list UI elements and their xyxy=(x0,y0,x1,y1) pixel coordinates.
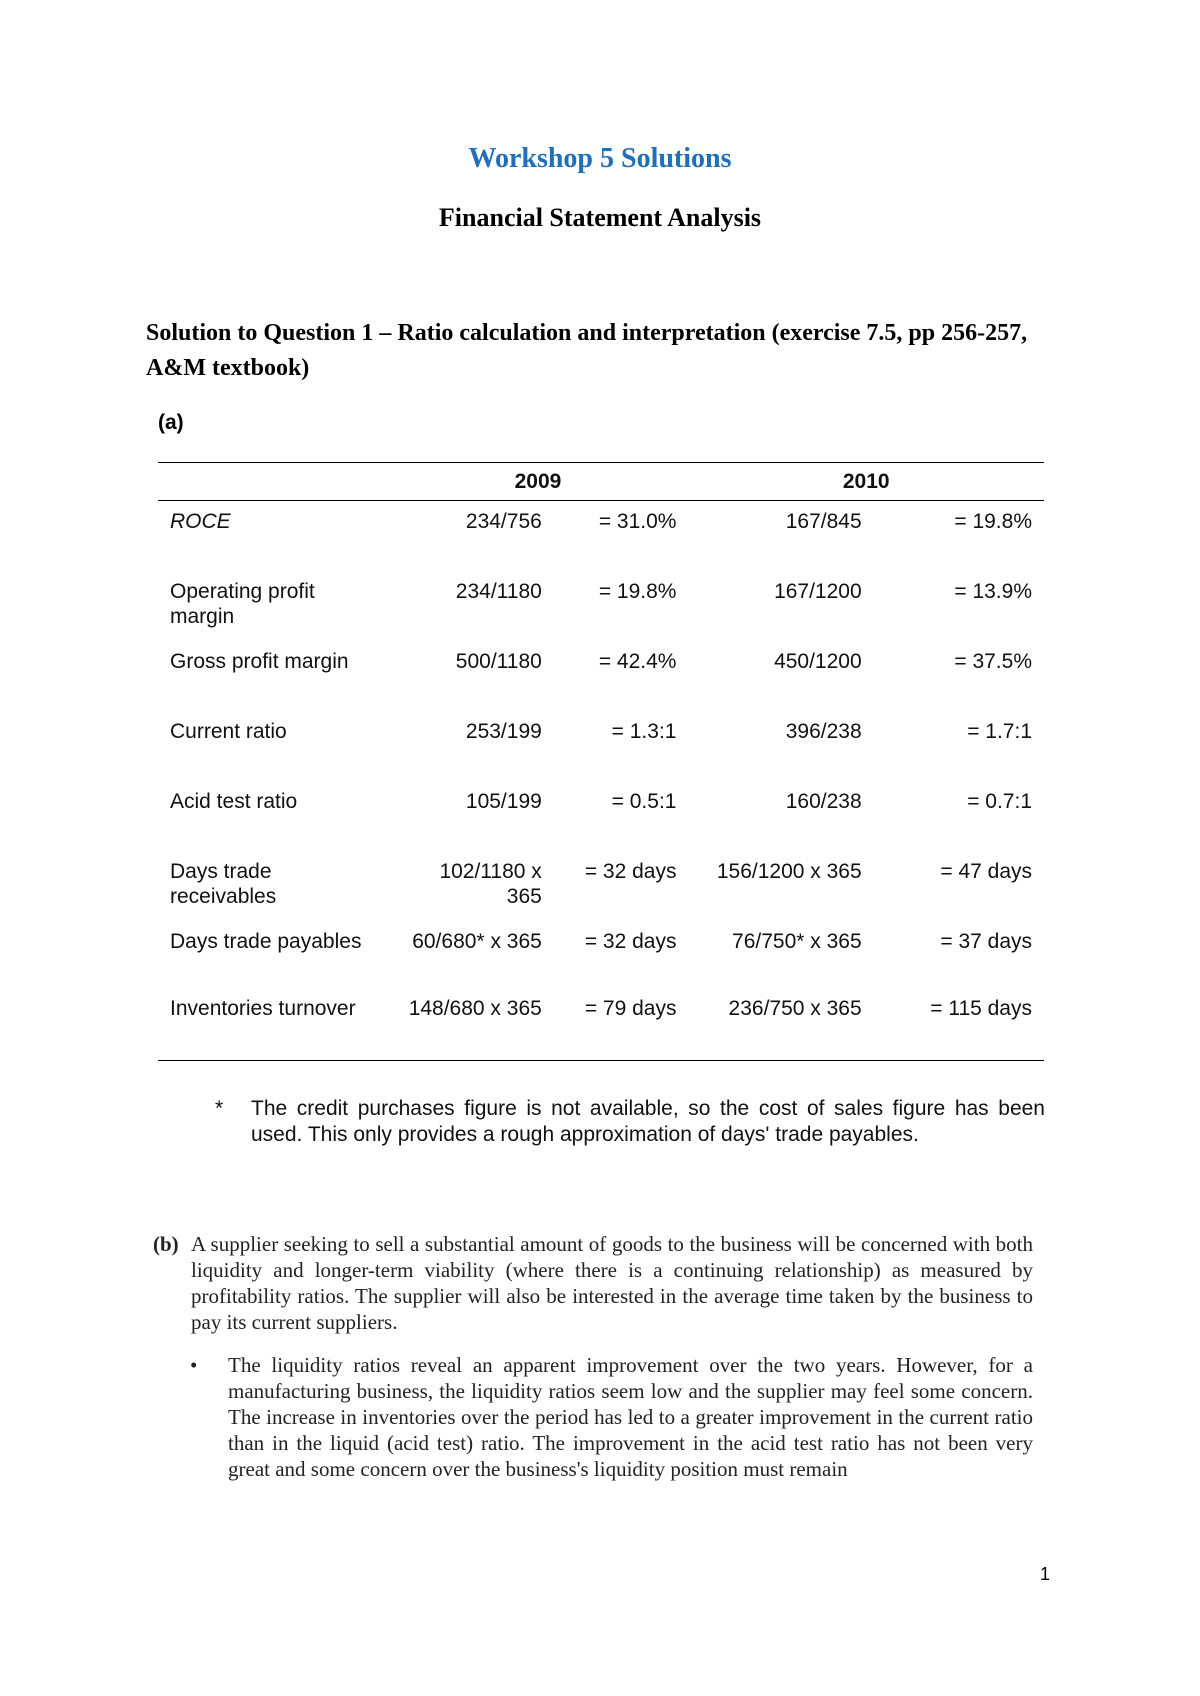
part-b-paragraph xyxy=(153,1231,1033,1335)
header-2009: 2009 xyxy=(388,463,689,501)
row-label: Days trade payables xyxy=(170,929,362,953)
bullet-text: The liquidity ratios reveal an apparent improvement over the two years. However, for a manufacturing business, the liquidity ratios seem low and the supplier may feel some concern. The increase in inventories over the period has led to a greater improvement in the current ratio than in the liquid (acid test) ratio. The improvement in the acid test ratio has not been very great and some concern over the business's liquidity position must remain xyxy=(228,1353,1033,1481)
part-a-label: (a) xyxy=(158,411,184,434)
table-row xyxy=(158,921,1044,991)
result-2010: = 115 days xyxy=(874,991,1044,1061)
header-blank xyxy=(158,463,388,501)
table-row xyxy=(158,781,1044,851)
result-2009: = 19.8% xyxy=(598,579,677,603)
document-title: Workshop 5 Solutions xyxy=(468,143,732,174)
footnote xyxy=(215,1096,1045,1148)
calc-2009: 60/680* x 365 xyxy=(412,929,542,953)
result-2009: = 31.0% xyxy=(598,510,677,533)
question-heading: Solution to Question 1 – Ratio calculation and interpretation (exercise 7.5, pp 256-257, A&M textbook) xyxy=(146,320,1028,381)
calc-2010: 396/238 xyxy=(785,719,862,743)
row-label: Days trade receivables xyxy=(170,859,277,908)
calc-2009: 234/1180 xyxy=(455,579,542,603)
table-row xyxy=(158,991,1044,1061)
calc-2010: 76/750* x 365 xyxy=(732,929,862,953)
result-2009: = 32 days xyxy=(584,859,677,883)
footnote-marker: * xyxy=(215,1097,224,1120)
result-2009: = 1.3:1 xyxy=(611,719,677,743)
calc-2010: 167/845 xyxy=(785,510,862,533)
document-subtitle: Financial Statement Analysis xyxy=(438,203,762,232)
result-2010: = 0.7:1 xyxy=(967,789,1032,813)
calc-2010: 450/1200 xyxy=(774,649,862,673)
calc-2010: 160/238 xyxy=(785,789,862,813)
calc-2009: 500/1180 xyxy=(455,649,542,673)
calc-2009: 148/680 x 365 xyxy=(388,991,554,1061)
bullet-marker: • xyxy=(190,1353,198,1377)
part-b-text: A supplier seeking to sell a substantial amount of goods to the business will be concerned with both liquidity and longer-term viability (where there is a continuing relationship) as measured by profitability ratios. The supplier will also be interested in the average time taken by the business to pay its current suppliers. xyxy=(191,1232,1033,1334)
table-row xyxy=(158,711,1044,781)
calc-2009: 105/199 xyxy=(465,789,542,813)
row-label: Gross profit margin xyxy=(170,649,349,673)
result-2009: = 79 days xyxy=(554,991,689,1061)
table-row xyxy=(158,851,1044,921)
page-number: 1 xyxy=(1040,1564,1051,1584)
row-label: Operating profit margin xyxy=(170,579,315,628)
calc-2009: 234/756 xyxy=(465,510,542,533)
list-item xyxy=(190,1352,1033,1482)
result-2010: = 47 days xyxy=(940,859,1032,883)
result-2010: = 37 days xyxy=(940,929,1032,953)
result-2009: = 0.5:1 xyxy=(611,789,677,813)
header-2010: 2010 xyxy=(688,463,1044,501)
calc-2009: 102/1180 x 365 xyxy=(439,859,542,908)
result-2009: = 42.4% xyxy=(598,649,677,673)
row-label: Inventories turnover xyxy=(158,991,388,1061)
result-2010: = 19.8% xyxy=(954,510,1032,533)
row-label: ROCE xyxy=(170,510,231,533)
table-row xyxy=(158,501,1044,571)
calc-2010: 167/1200 xyxy=(774,579,862,603)
part-b-label: (b) xyxy=(153,1232,179,1256)
row-label: Current ratio xyxy=(170,719,287,743)
result-2010: = 13.9% xyxy=(954,579,1032,603)
calc-2010: 156/1200 x 365 xyxy=(716,859,862,883)
table-row xyxy=(158,571,1044,641)
ratio-table xyxy=(158,462,1044,1061)
calc-2010: 236/750 x 365 xyxy=(688,991,873,1061)
table-header-row xyxy=(158,463,1044,501)
result-2010: = 37.5% xyxy=(954,649,1032,673)
result-2009: = 32 days xyxy=(584,929,677,953)
footnote-text: The credit purchases figure is not available, so the cost of sales figure has been used. This only provides a rough approximation of days' trade payables. xyxy=(251,1097,1045,1146)
row-label: Acid test ratio xyxy=(170,789,298,813)
table-row xyxy=(158,641,1044,711)
calc-2009: 253/199 xyxy=(465,719,542,743)
result-2010: = 1.7:1 xyxy=(967,719,1032,743)
